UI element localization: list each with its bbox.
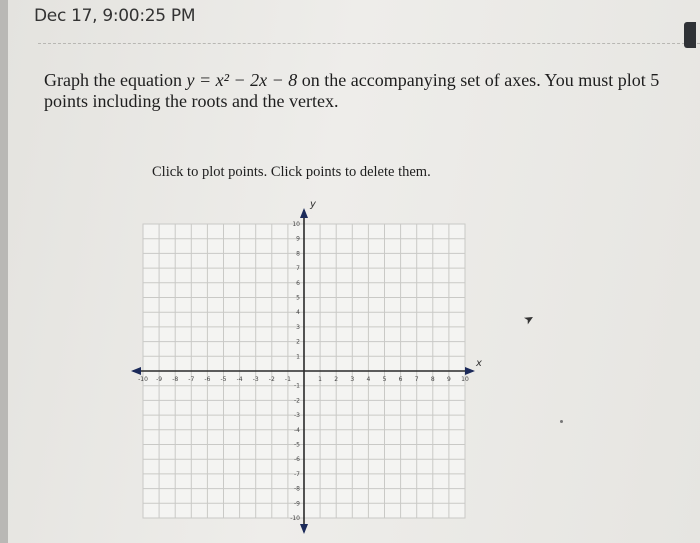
y-axis-down-arrow-icon xyxy=(300,524,308,534)
y-tick-label: 2 xyxy=(296,338,300,346)
y-axis-up-arrow-icon xyxy=(300,208,308,218)
x-axis-label: x xyxy=(476,358,482,369)
x-tick-label: 6 xyxy=(398,376,403,383)
y-tick-label: -1 xyxy=(294,382,300,390)
graph-container xyxy=(128,196,488,541)
x-tick-label: -2 xyxy=(268,376,275,383)
x-tick-label: -4 xyxy=(236,376,243,383)
x-tick-label: -9 xyxy=(156,376,163,383)
question-text xyxy=(44,70,684,112)
y-tick-label: -5 xyxy=(294,441,300,449)
y-tick-label: -8 xyxy=(294,485,300,493)
x-tick-label: -6 xyxy=(204,376,211,383)
graph-instruction: Click to plot points. Click points to delete them. xyxy=(152,164,431,180)
y-tick-label: -10 xyxy=(290,515,300,522)
y-tick-label: 3 xyxy=(296,323,300,331)
x-tick-label: 8 xyxy=(430,376,435,383)
x-tick-label: 7 xyxy=(414,376,419,383)
x-tick-label: 10 xyxy=(461,376,469,383)
x-tick-label: -10 xyxy=(138,376,148,383)
x-tick-label: 5 xyxy=(382,376,387,383)
edge-badge xyxy=(684,22,696,48)
timestamp: Dec 17, 9:00:25 PM xyxy=(34,6,196,26)
y-tick-label: 4 xyxy=(296,309,300,317)
question-suffix: on the accompanying set of axes. You must plot 5 points including the roots and the vertex. xyxy=(44,70,660,111)
mouse-cursor-icon: ➤ xyxy=(521,310,537,328)
screenshot-surface xyxy=(8,0,700,543)
y-tick-label: 8 xyxy=(296,250,300,258)
dust-mark xyxy=(560,420,563,423)
x-tick-label: 4 xyxy=(366,376,371,383)
y-tick-label: -2 xyxy=(294,397,300,405)
y-tick-label: -6 xyxy=(294,456,300,464)
y-tick-label: -4 xyxy=(294,426,300,434)
question-prefix: Graph the equation xyxy=(44,70,187,90)
y-axis-label: y xyxy=(310,199,316,210)
x-tick-label: -1 xyxy=(284,376,291,383)
y-tick-label: 9 xyxy=(296,235,300,243)
divider xyxy=(38,43,700,44)
y-tick-label: -3 xyxy=(294,412,300,420)
x-axis-right-arrow-icon xyxy=(465,367,475,375)
x-tick-label: 2 xyxy=(334,376,339,383)
question-equation: y = x² − 2x − 8 xyxy=(186,70,298,90)
y-tick-label: -7 xyxy=(294,470,300,478)
y-tick-label: 6 xyxy=(296,279,300,287)
x-tick-label: 1 xyxy=(318,376,323,383)
y-tick-label: 1 xyxy=(296,353,300,361)
y-tick-label: 10 xyxy=(292,221,300,228)
x-tick-label: -8 xyxy=(172,376,179,383)
x-tick-label: 9 xyxy=(446,376,451,383)
y-tick-label: 7 xyxy=(296,265,300,273)
x-axis-left-arrow-icon xyxy=(131,367,141,375)
x-tick-label: -3 xyxy=(252,376,259,383)
x-tick-label: -7 xyxy=(188,376,195,383)
x-tick-label: -5 xyxy=(220,376,227,383)
y-tick-label: 5 xyxy=(296,294,300,302)
y-tick-label: -9 xyxy=(294,500,300,508)
coordinate-plane[interactable] xyxy=(128,196,488,536)
x-tick-label: 3 xyxy=(350,376,355,383)
